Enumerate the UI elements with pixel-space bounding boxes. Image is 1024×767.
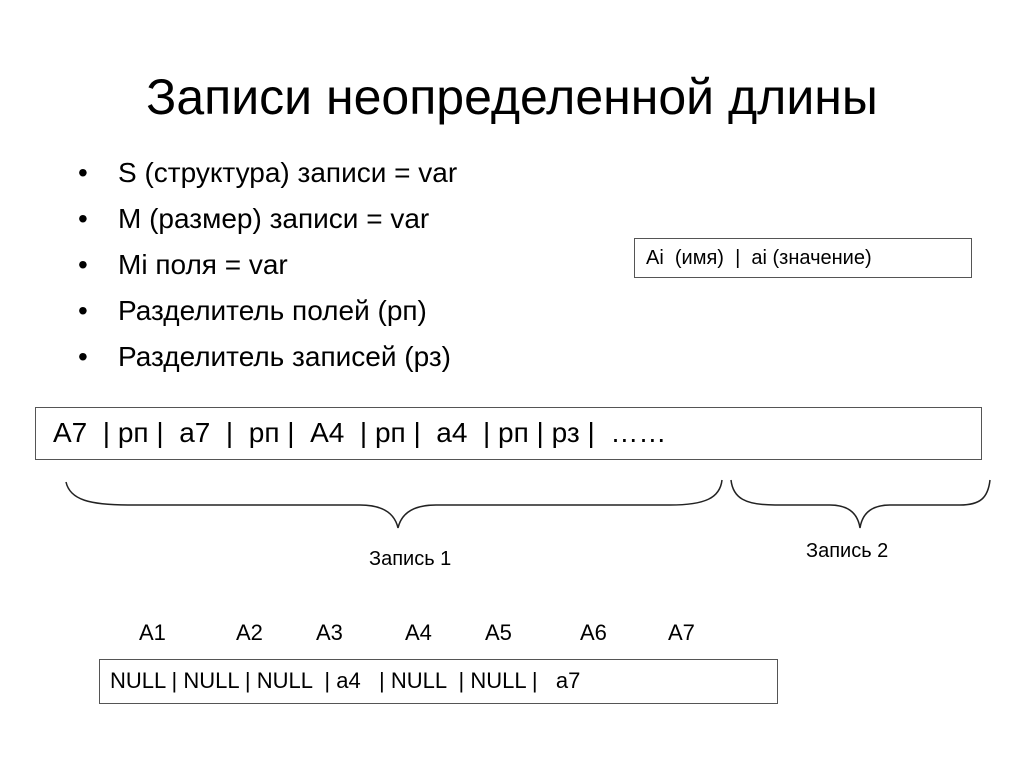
bullet-item: • S (структура) записи = var (78, 150, 457, 196)
null-values-row: NULL | NULL | NULL | a4 | NULL | NULL | a7 (99, 659, 778, 704)
slide-title: Записи неопределенной длины (146, 69, 878, 125)
record-braces (0, 470, 1024, 540)
bullet-item: • Mi поля = var (78, 242, 457, 288)
bullet-item: • Разделитель записей (рз) (78, 334, 457, 380)
record1-brace-icon (66, 480, 722, 528)
record2-label: Запись 2 (806, 540, 889, 562)
bullet-icon: • (78, 295, 88, 326)
bullet-icon: • (78, 203, 88, 234)
column-header: A5 (485, 620, 512, 645)
bullet-item: • M (размер) записи = var (78, 196, 457, 242)
column-header: A7 (668, 620, 695, 645)
record1-label: Запись 1 (369, 548, 452, 570)
bullet-list (78, 150, 457, 380)
bullet-item: • Разделитель полей (рп) (78, 288, 457, 334)
record2-brace-icon (731, 480, 990, 528)
column-header: A1 (139, 620, 166, 645)
column-header: A3 (316, 620, 343, 645)
column-header: A4 (405, 620, 432, 645)
bullet-icon: • (78, 341, 88, 372)
column-header: A6 (580, 620, 607, 645)
bullet-icon: • (78, 157, 88, 188)
bullet-icon: • (78, 249, 88, 280)
record-stream-box: A7 | рп | a7 | рп | A4 | рп | a4 | рп | рз | …… (35, 407, 982, 460)
column-header: A2 (236, 620, 263, 645)
name-value-legend-box: Ai (имя) | ai (значение) (634, 238, 972, 278)
